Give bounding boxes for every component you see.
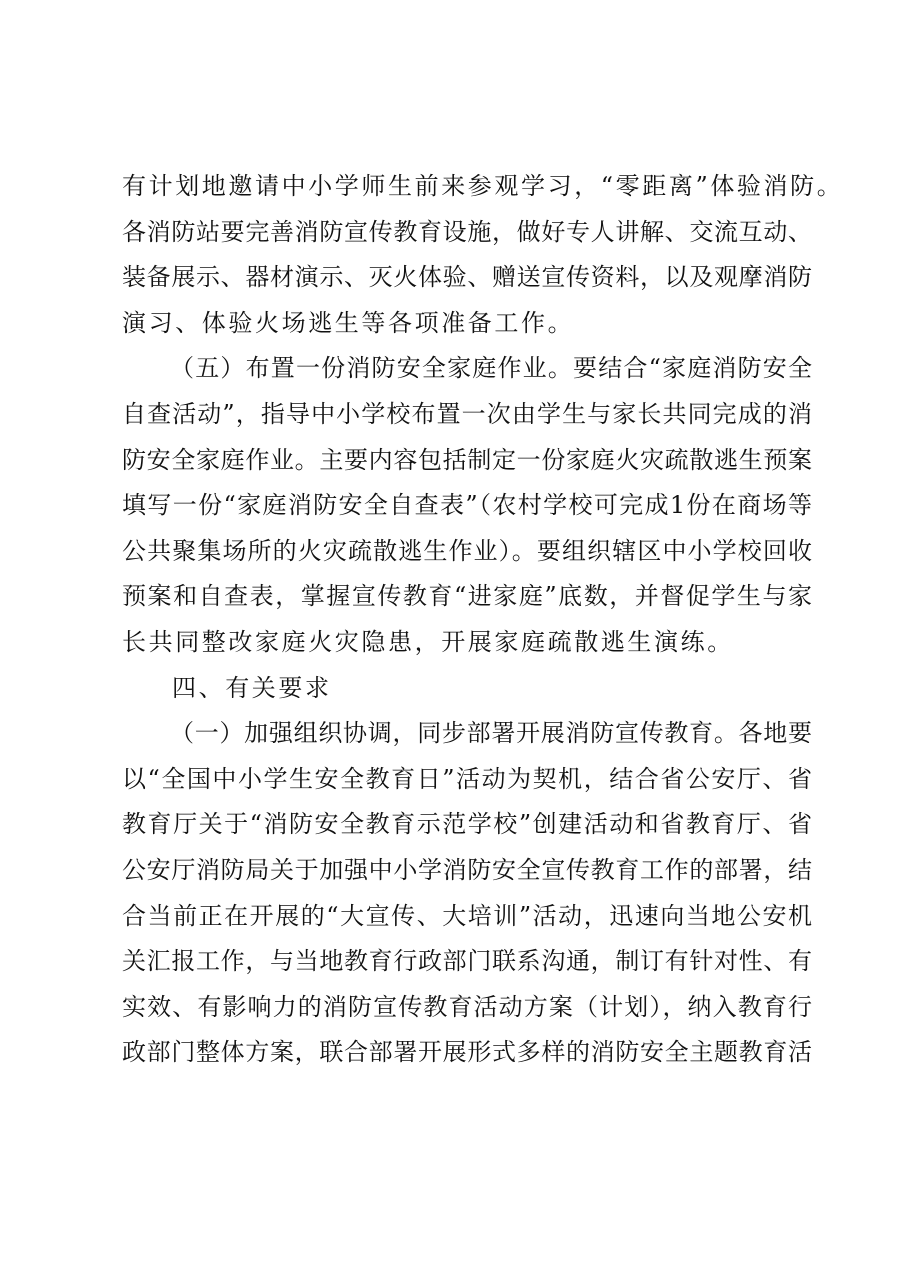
paragraph-line-16: 公安厅消防局关于加强中小学消防安全宣传教育工作的部署，结: [122, 855, 812, 884]
paragraph-line-1: 有计划地邀请中小学师生前来参观学习，“零距离”体验消防。: [122, 172, 844, 200]
document-body: [122, 164, 844, 1076]
paragraph-line-15: 教育厅关于“消防安全教育示范学校”创建活动和省教育厅、省: [122, 810, 812, 839]
paragraph-line-9: 公共聚集场所的火灾疏散逃生作业）。要组织辖区中小学校回收: [122, 536, 812, 565]
paragraph-line-10: 预案和自查表，掌握宣传教育“进家庭”底数，并督促学生与家: [122, 582, 812, 611]
paragraph-line-20: 政部门整体方案，联合部署开展形式多样的消防安全主题教育活: [122, 1038, 812, 1067]
paragraph-line-19: 实效、有影响力的消防宣传教育活动方案（计划），纳入教育行: [122, 992, 812, 1021]
paragraph-line-7: 防安全家庭作业。主要内容包括制定一份家庭火灾疏散逃生预案: [122, 445, 812, 474]
paragraph-line-8: 填写一份“家庭消防安全自查表”（农村学校可完成1份在商场等: [122, 491, 812, 520]
paragraph-line-11: 长共同整改家庭火灾隐患，开展家庭疏散逃生演练。: [122, 627, 734, 656]
paragraph-line-13: （一）加强组织协调，同步部署开展消防宣传教育。各地要: [170, 719, 812, 748]
paragraph-line-4: 演习、体验火场逃生等各项准备工作。: [122, 308, 575, 337]
paragraph-line-2: 各消防站要完善消防宣传教育设施，做好专人讲解、交流互动、: [122, 217, 812, 246]
section-heading: 四、有关要求: [172, 673, 332, 702]
paragraph-line-6: 自查活动”，指导中小学校布置一次由学生与家长共同完成的消: [122, 399, 812, 428]
paragraph-line-5: （五）布置一份消防安全家庭作业。要结合“家庭消防安全: [170, 354, 812, 383]
paragraph-line-17: 合当前正在开展的“大宣传、大培训”活动，迅速向当地公安机: [122, 901, 812, 930]
paragraph-line-18: 关汇报工作，与当地教育行政部门联系沟通，制订有针对性、有: [122, 947, 812, 976]
paragraph-line-3: 装备展示、器材演示、灭火体验、赠送宣传资料，以及观摩消防: [122, 263, 812, 292]
paragraph-line-14: 以“全国中小学生安全教育日”活动为契机，结合省公安厅、省: [122, 764, 812, 793]
